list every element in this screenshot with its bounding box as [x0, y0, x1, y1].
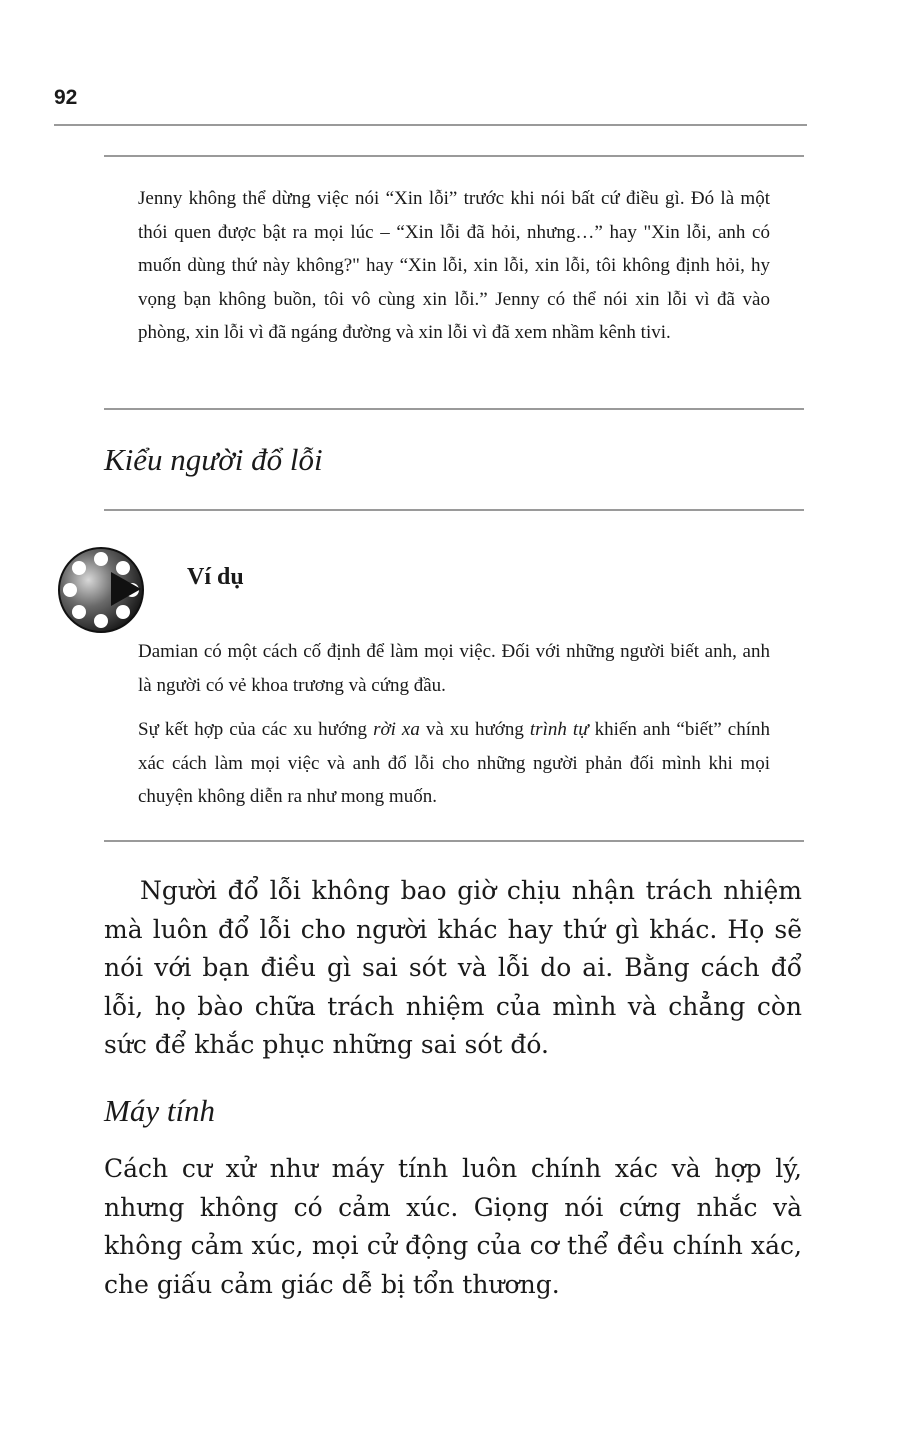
example-box-top-rule [104, 509, 804, 511]
intro-box-top-rule [104, 155, 804, 157]
intro-box-paragraph: Jenny không thể dừng việc nói “Xin lỗi” trước khi nói bất cứ điều gì. Đó là một thói quen được bật ra mọi lúc – “Xin lỗi đã hỏi, nhưng…” hay "Xin lỗi, anh có muốn dùng thứ này không?" hay “Xin lỗi, xin lỗi, xin lỗi, tôi không định hỏi, hy vọng bạn không buồn, tôi vô cùng xin lỗi.” Jenny có thể nói xin lỗi vì đã vào phòng, xin lỗi vì đã ngáng đường và xin lỗi vì đã xem nhầm kênh tivi. [138, 188, 770, 343]
example-paragraph-2-part-3: khiến anh “biết” chính xác cách làm mọi việc và anh đổ lỗi cho những người phản đối mình khi mọi chuyện không diễn ra như mong muốn. [138, 719, 771, 807]
computer-body-paragraph: Cách cư xử như máy tính luôn chính xác và hợp lý, nhưng không có cảm xúc. Giọng nói cứng nhắc và không cảm xúc, mọi cử động của cơ thể đều chính xác, che giấu cảm giác dễ bị tổn thương. [104, 1154, 802, 1299]
page-number: 92 [54, 86, 78, 109]
example-paragraph-2-part-2: và xu hướng [419, 719, 530, 740]
section-heading-blamer: Kiểu người đổ lỗi [104, 442, 323, 477]
example-term-2: trình tự [529, 719, 589, 740]
example-box-bottom-rule [104, 840, 804, 842]
example-paragraph-2-part-1: Sự kết hợp của các xu hướng [138, 719, 374, 740]
blamer-body-paragraph: Người đổ lỗi không bao giờ chịu nhận trách nhiệm mà luôn đổ lỗi cho người khác hay thứ gì khác. Họ sẽ nói với bạn điều gì sai sót và lỗi do ai. Bằng cách đổ lỗi, họ bào chữa trách nhiệm của mình và chẳng còn sức để khắc phục những sai sót đó. [104, 876, 802, 1059]
intro-box-bottom-rule [104, 408, 804, 410]
example-term-1: rời xa [373, 719, 420, 740]
example-paragraph-2 [138, 713, 770, 814]
example-paragraph-1: Damian có một cách cố định để làm mọi việc. Đối với những người biết anh, anh là người có vẻ khoa trương và cứng đầu. [138, 641, 770, 696]
section-heading-computer: Máy tính [104, 1093, 216, 1128]
example-title: Ví dụ [187, 564, 244, 590]
film-reel-play-icon [57, 546, 145, 634]
header-rule [54, 124, 807, 126]
